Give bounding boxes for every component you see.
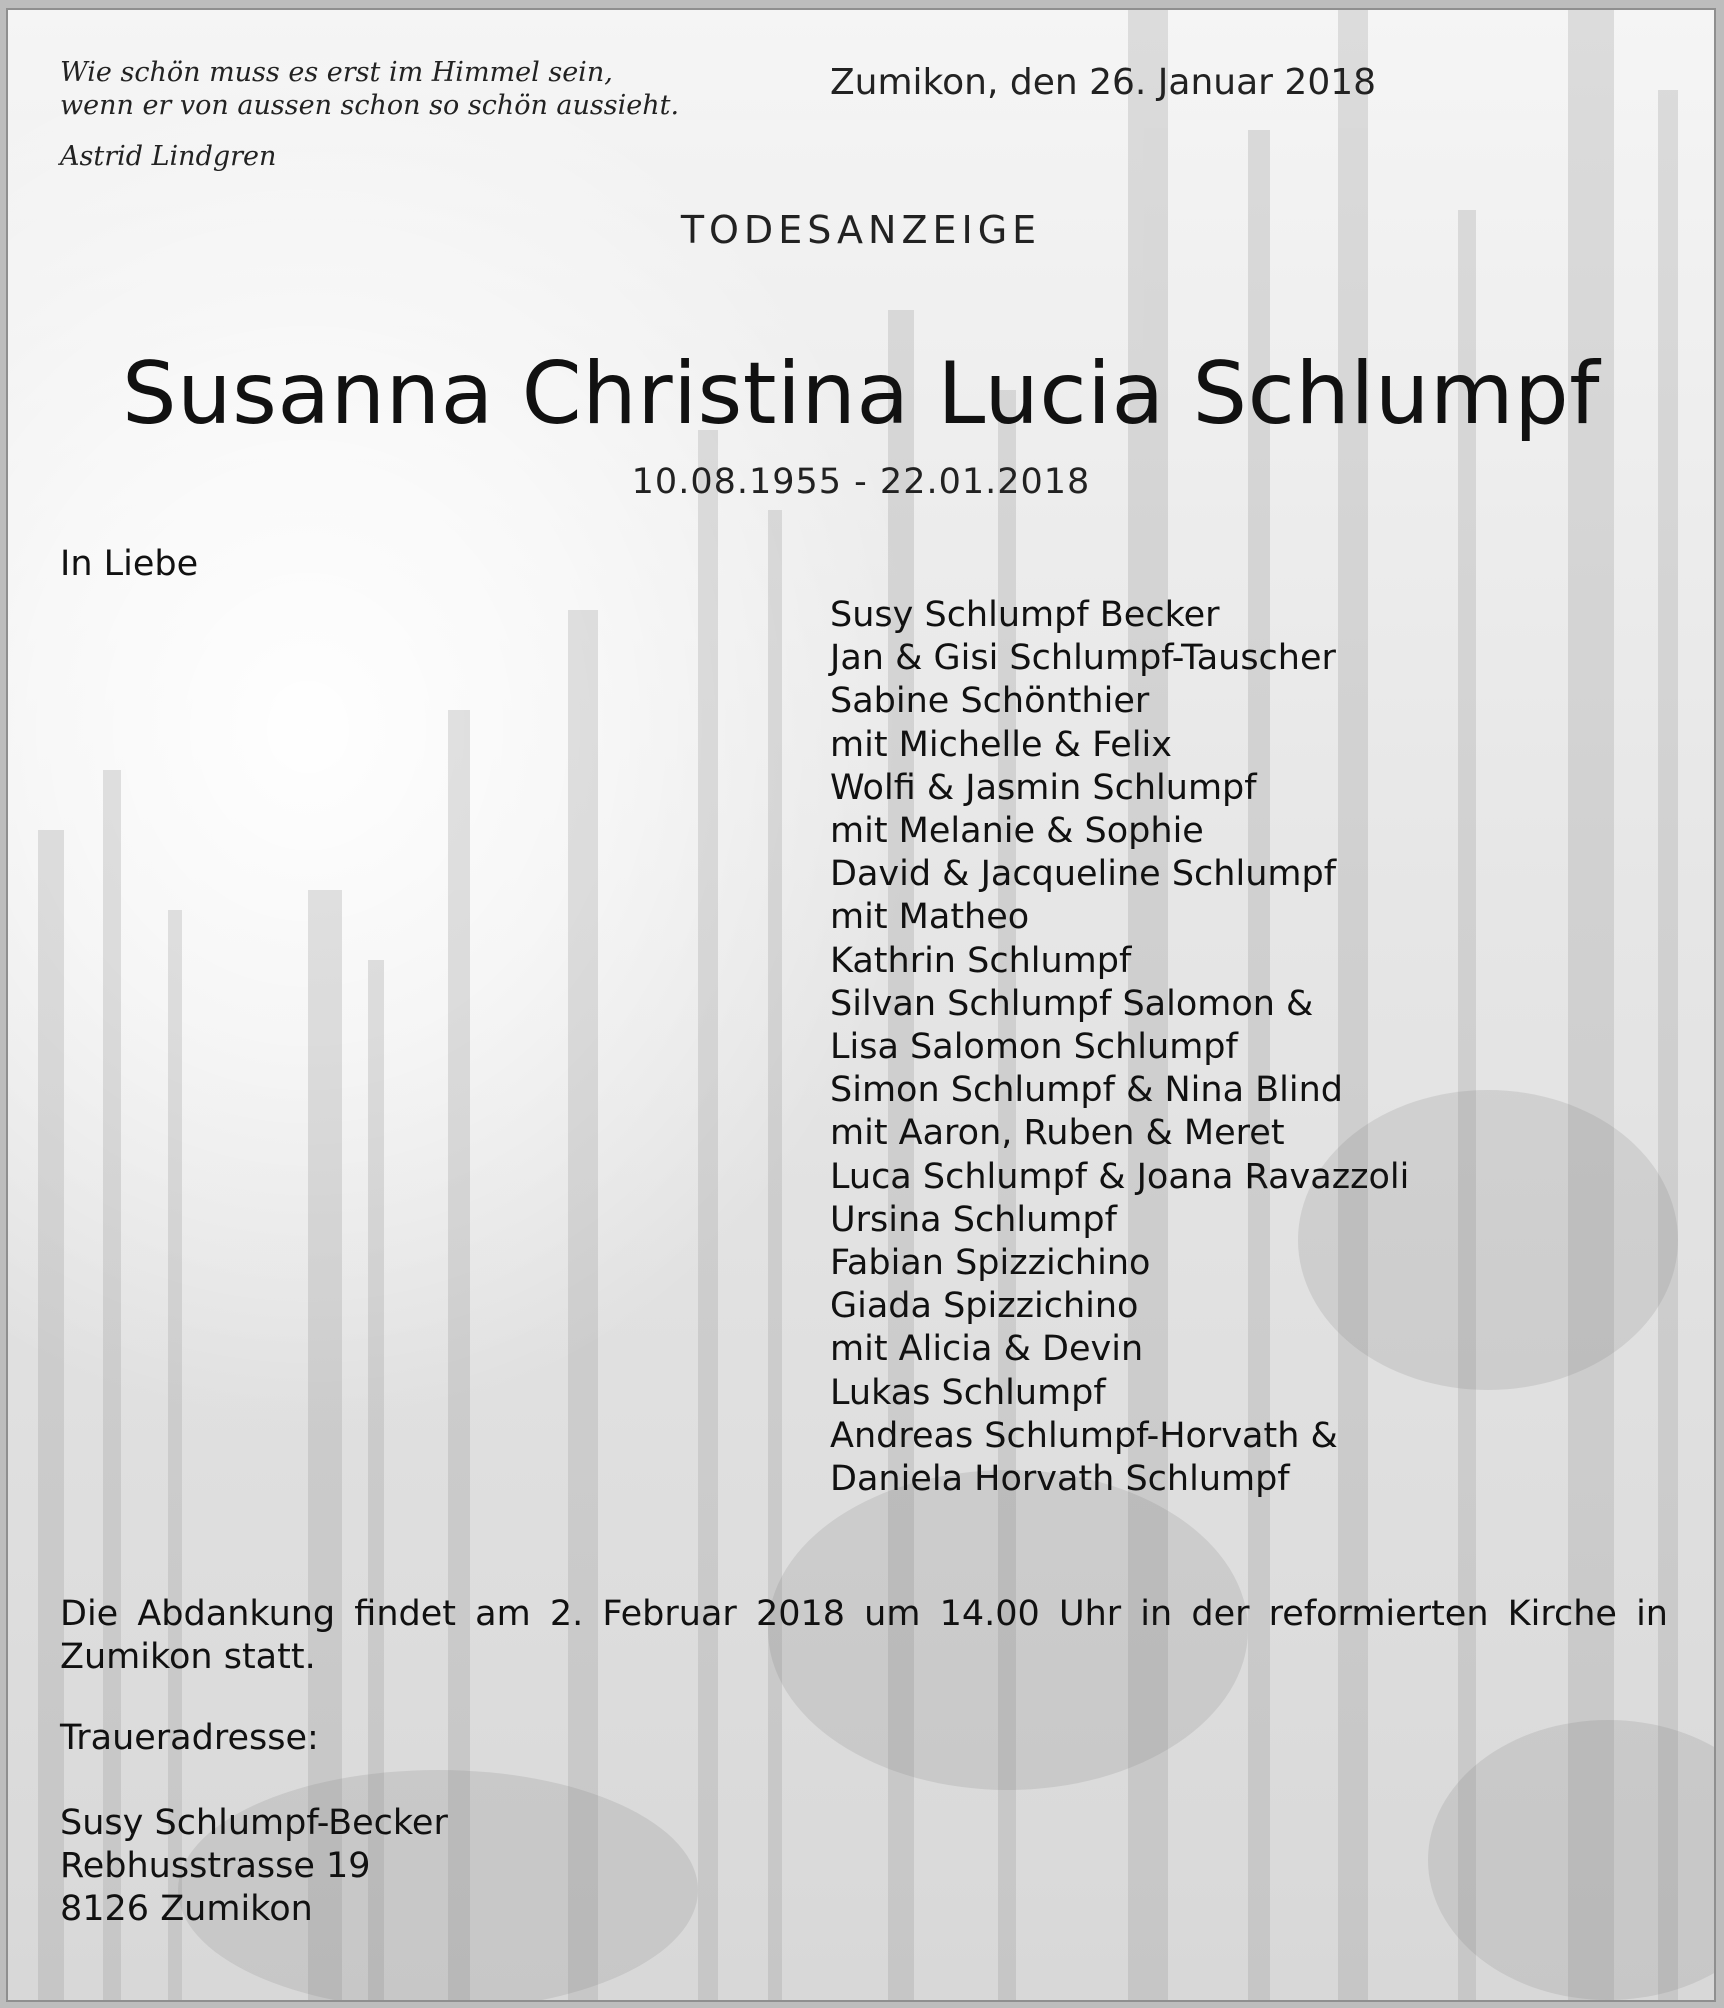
service-announcement: Die Abdankung findet am 2. Februar 2018 um 14.00 Uhr in der reformierten Kirche in Zumikon statt.: [60, 1594, 1668, 1677]
address-name: Susy Schlumpf-Becker: [60, 1803, 448, 1843]
mourners-list: [830, 594, 1409, 1501]
life-dates: 10.08.1955 - 22.01.2018: [631, 462, 1091, 502]
mourner-entry: Lukas Schlumpf: [830, 1372, 1106, 1413]
quote-line-1: Wie schön muss es erst im Himmel sein,: [60, 57, 613, 88]
address-city: 8126 Zumikon: [60, 1889, 313, 1929]
address-label: Traueradresse:: [60, 1718, 319, 1758]
mourner-entry: Daniela Horvath Schlumpf: [830, 1459, 1290, 1500]
mourner-entry: mit Alicia & Devin: [830, 1329, 1144, 1370]
mourner-entry: Kathrin Schlumpf: [830, 940, 1132, 981]
mourner-entry: Susy Schlumpf Becker: [830, 595, 1220, 635]
mourner-entry: mit Melanie & Sophie: [830, 811, 1204, 852]
obituary-card: [6, 8, 1716, 2002]
mourner-entry: Fabian Spizzichino: [830, 1243, 1151, 1284]
mourner-entry: Jan & Gisi Schlumpf-Tauscher: [830, 638, 1336, 679]
place-and-date: Zumikon, den 26. Januar 2018: [830, 62, 1377, 103]
mourning-address: [60, 1802, 448, 1931]
deceased-name: Susanna Christina Lucia Schlumpf: [122, 344, 1600, 444]
mourner-entry: Simon Schlumpf & Nina Blind: [830, 1070, 1344, 1111]
mourner-entry: Luca Schlumpf & Joana Ravazzoli: [830, 1156, 1410, 1197]
notice-heading: TODESANZEIGE: [680, 208, 1042, 252]
mourner-entry: mit Michelle & Felix: [830, 724, 1172, 765]
mourner-entry: Wolfi & Jasmin Schlumpf: [830, 767, 1257, 808]
quote-author: Astrid Lindgren: [60, 141, 277, 172]
quote-block: [60, 56, 780, 173]
in-liebe-label: In Liebe: [60, 544, 199, 584]
mourner-entry: Andreas Schlumpf-Horvath &: [830, 1415, 1338, 1456]
address-street: Rebhusstrasse 19: [60, 1846, 371, 1886]
mourner-entry: David & Jacqueline Schlumpf: [830, 854, 1337, 895]
mourner-entry: mit Aaron, Ruben & Meret: [830, 1113, 1285, 1154]
mourner-entry: Sabine Schönthier: [830, 681, 1150, 722]
mourner-entry: Giada Spizzichino: [830, 1286, 1139, 1327]
mourner-entry: Lisa Salomon Schlumpf: [830, 1027, 1238, 1068]
quote-line-2: wenn er von aussen schon so schön aussieht.: [60, 90, 680, 121]
mourner-entry: Ursina Schlumpf: [830, 1199, 1117, 1240]
mourner-entry: mit Matheo: [830, 897, 1030, 938]
mourner-entry: Silvan Schlumpf Salomon &: [830, 983, 1314, 1024]
